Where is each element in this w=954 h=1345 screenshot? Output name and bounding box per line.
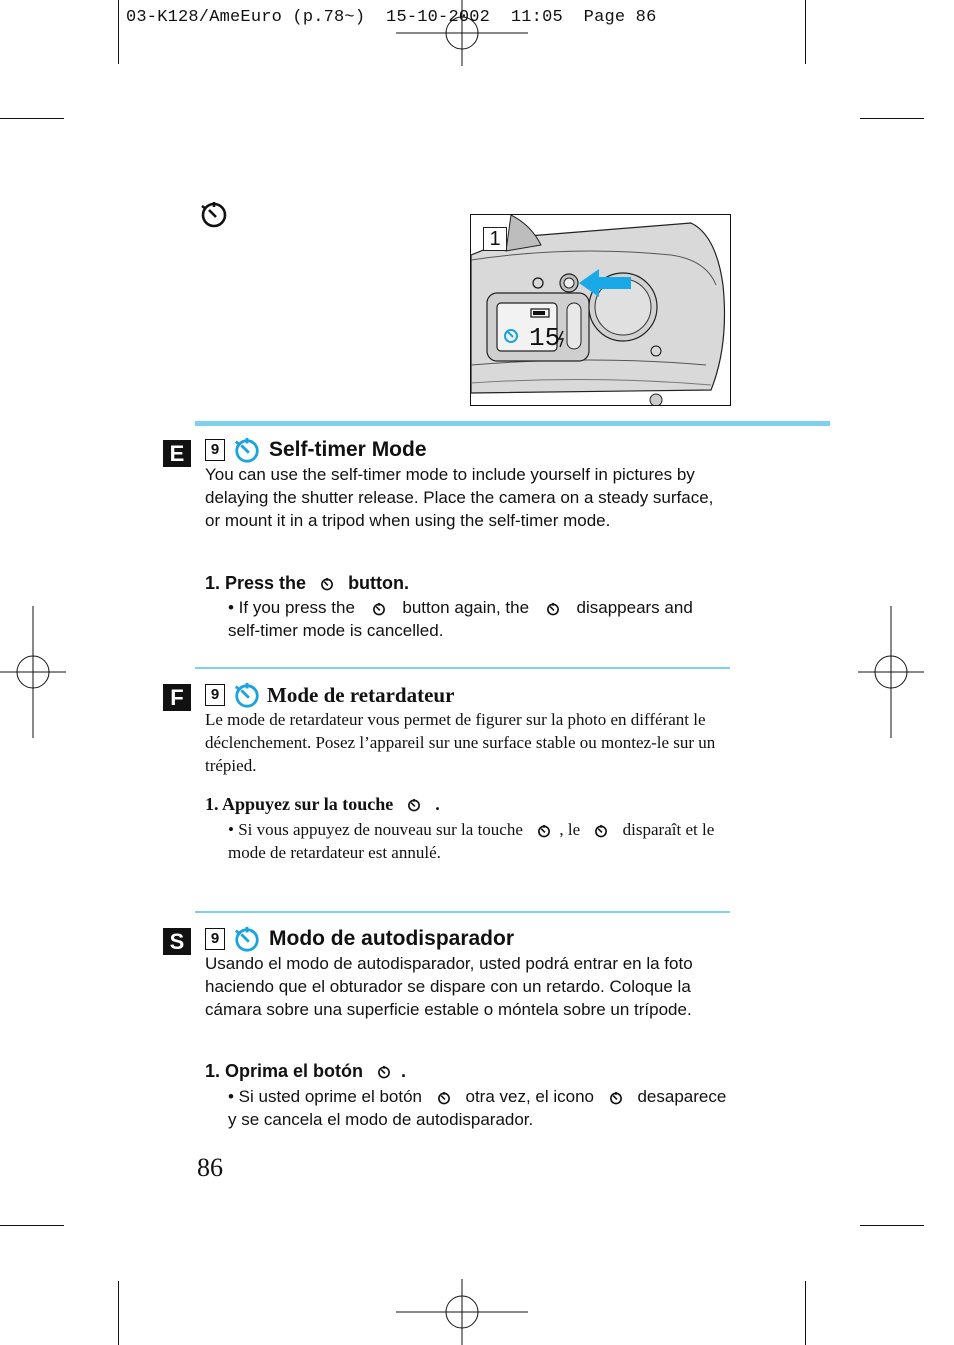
self-timer-icon (199, 199, 229, 229)
english-step: 1. Press the button. (205, 573, 410, 593)
camera-figure (470, 214, 731, 406)
english-top-rule (195, 421, 830, 426)
lang-badge-english: E (163, 440, 191, 467)
lang-badge-spanish: S (163, 928, 191, 955)
french-body: Le mode de retardateur vous permet de figurer sur la photo en différant le déclenchement. Posez l’appareil sur une surface stable ou montez-le sur un trépied. (205, 710, 716, 775)
section-title: Self-timer Mode (269, 438, 427, 461)
camera-illustration (471, 215, 730, 405)
english-bullet: • If you press the button again, the disappears and self-timer mode is cancelled. (228, 598, 693, 640)
self-timer-icon (233, 436, 261, 464)
spanish-heading (205, 925, 514, 953)
slug-line: 03-K128/AmeEuro (p.78~) 15-10-2002 11:05 Page 86 (126, 8, 657, 27)
self-timer-icon (320, 577, 334, 591)
self-timer-icon (537, 824, 551, 838)
spanish-bullet: • Si usted oprime el botón otra vez, el icono desaparece y se cancela el modo de autodisparador. (228, 1087, 727, 1129)
self-timer-icon (233, 681, 261, 709)
section-title: Modo de autodisparador (269, 927, 515, 950)
registration-mark-right (858, 606, 924, 738)
lang-badge-french: F (163, 684, 191, 711)
spanish-step: 1. Oprima el botón . (205, 1061, 407, 1081)
french-step: 1. Appuyez sur la touche . (205, 794, 440, 814)
registration-mark-left (0, 606, 66, 738)
self-timer-icon (609, 1091, 623, 1105)
self-timer-icon (377, 1065, 391, 1079)
section-number: 9 (205, 439, 225, 461)
french-bullet: • Si vous appuyez de nouveau sur la touche , le disparaît et le mode de retardateur est annulé. (228, 820, 715, 862)
english-body: You can use the self-timer mode to include yourself in pictures by delaying the shutter release. Place the camera on a steady surface, or mount it in a tripod when using the self-timer mode. (205, 465, 714, 530)
english-heading (205, 436, 427, 464)
section-number: 9 (205, 928, 225, 950)
self-timer-icon (407, 798, 421, 812)
spanish-body: Usando el modo de autodisparador, usted podrá entrar en la foto haciendo que el obturador se dispare con un retardo. Coloque la cámara sobre una superficie estable o móntela sobre un trípode. (205, 954, 693, 1019)
lcd-frame-count: 15 (529, 323, 561, 353)
self-timer-icon (233, 925, 261, 953)
page-number: 86 (197, 1153, 223, 1182)
section-number: 9 (205, 684, 225, 706)
registration-mark-top (396, 0, 528, 66)
figure-label: 1 (483, 227, 507, 251)
self-timer-icon (372, 602, 386, 616)
self-timer-icon (546, 602, 560, 616)
self-timer-icon (594, 824, 608, 838)
registration-mark-bottom (396, 1279, 528, 1345)
spanish-top-rule (195, 911, 730, 913)
french-heading (205, 681, 454, 709)
self-timer-icon (437, 1091, 451, 1105)
french-top-rule (195, 667, 730, 669)
section-title: Mode de retardateur (267, 682, 455, 707)
